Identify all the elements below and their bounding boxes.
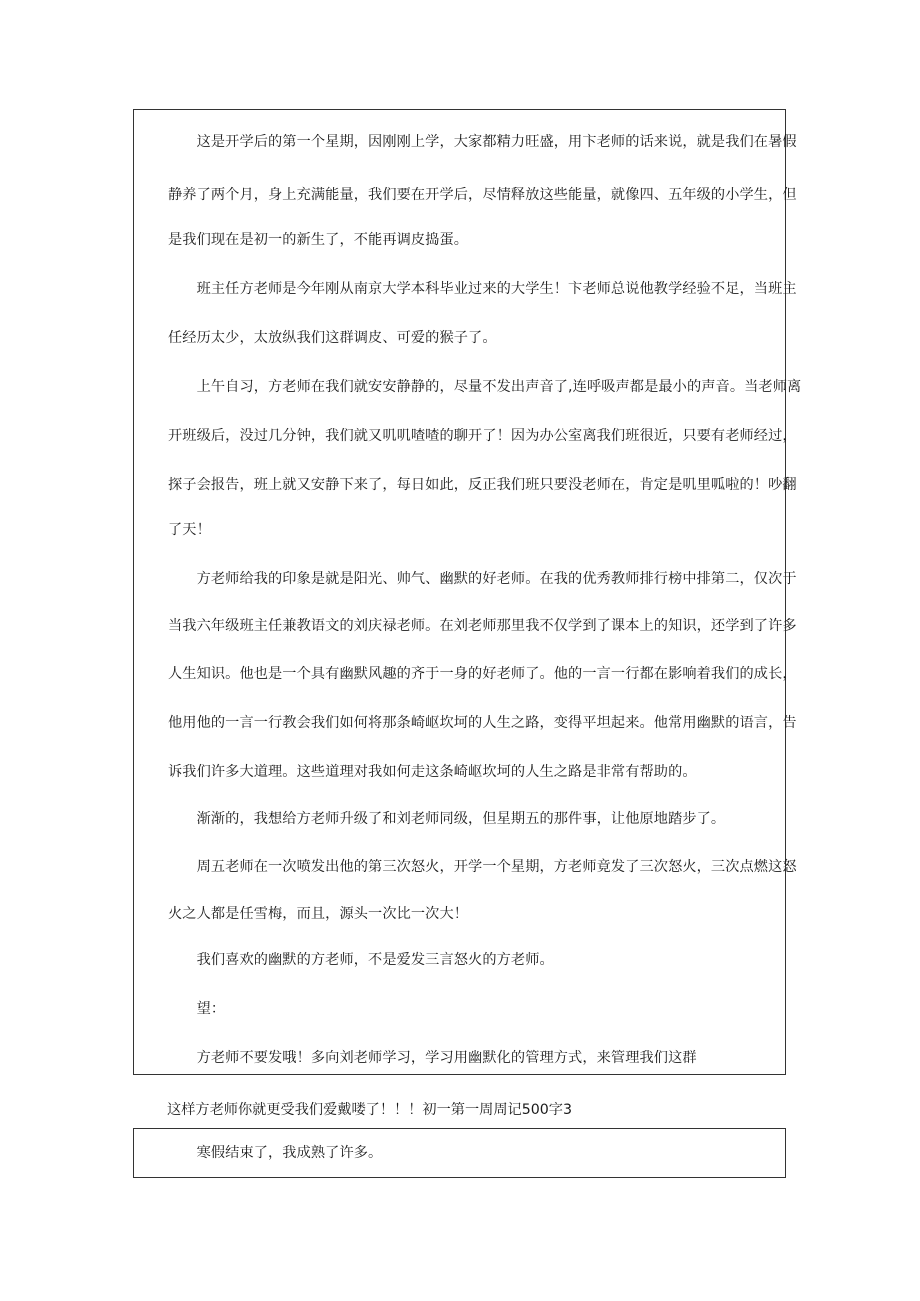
text-line: 开班级后，没过几分钟，我们就又叽叽喳喳的聊开了！因为办公室离我们班很近，只要有老师经过， <box>168 428 797 444</box>
text-line: 寒假结束了，我成熟了许多。 <box>168 1145 383 1161</box>
text-line: 人生知识。他也是一个具有幽默风趣的齐于一身的好老师了。他的一言一行都在影响着我们的成长， <box>168 666 797 682</box>
text-line: 渐渐的，我想给方老师升级了和刘老师同级，但星期五的那件事，让他原地踏步了。 <box>168 811 726 827</box>
text-line: 任经历太少，太放纵我们这群调皮、可爱的猴子了。 <box>168 330 497 346</box>
text-line: 这是开学后的第一个星期，因刚刚上学，大家都精力旺盛，用卞老师的话来说，就是我们在暑假 <box>168 134 797 150</box>
text-line: 班主任方老师是今年刚从南京大学本科毕业过来的大学生！卞老师总说他教学经验不足，当班主 <box>168 281 797 297</box>
text-line: 上午自习，方老师在我们就安安静静的，尽量不发出声音了,连呼吸声都是最小的声音。当老师离 <box>168 379 802 395</box>
text-line: 当我六年级班主任兼教语文的刘庆禄老师。在刘老师那里我不仅学到了课本上的知识，还学到了许多 <box>168 618 797 634</box>
text-line: 了天！ <box>168 522 211 538</box>
text-line: 周五老师在一次喷发出他的第三次怒火，开学一个星期，方老师竟发了三次怒火，三次点燃这怒 <box>168 859 797 875</box>
text-line: 我们喜欢的幽默的方老师，不是爱发三言怒火的方老师。 <box>168 952 554 968</box>
text-line: 是我们现在是初一的新生了，不能再调皮捣蛋。 <box>168 232 469 248</box>
between-frames-line: 这样方老师你就更受我们爱戴喽了！！！初一第一周周记500字3 <box>167 1102 572 1118</box>
text-line: 探子会报告，班上就又安静下来了，每日如此，反正我们班只要没老师在，肯定是叽里呱啦的！吵翻 <box>168 477 797 493</box>
text-line: 诉我们许多大道理。这些道理对我如何走这条崎岖坎坷的人生之路是非常有帮助的。 <box>168 764 697 780</box>
text-line: 火之人都是任雪梅，而且，源头一次比一次大！ <box>168 906 469 922</box>
text-frame-2 <box>133 1128 786 1178</box>
text-line: 他用他的一言一行教会我们如何将那条崎岖坎坷的人生之路，变得平坦起来。他常用幽默的语言，告 <box>168 715 797 731</box>
text-line: 望： <box>168 1001 226 1017</box>
text-line: 静养了两个月，身上充满能量，我们要在开学后，尽情释放这些能量，就像四、五年级的小学生，但 <box>168 187 797 203</box>
text-line: 方老师给我的印象是就是阳光、帅气、幽默的好老师。在我的优秀教师排行榜中排第二，仅次于 <box>168 571 797 587</box>
text-line: 方老师不要发哦！多向刘老师学习，学习用幽默化的管理方式，来管理我们这群 <box>168 1050 697 1066</box>
text-frame-1 <box>133 109 802 1075</box>
